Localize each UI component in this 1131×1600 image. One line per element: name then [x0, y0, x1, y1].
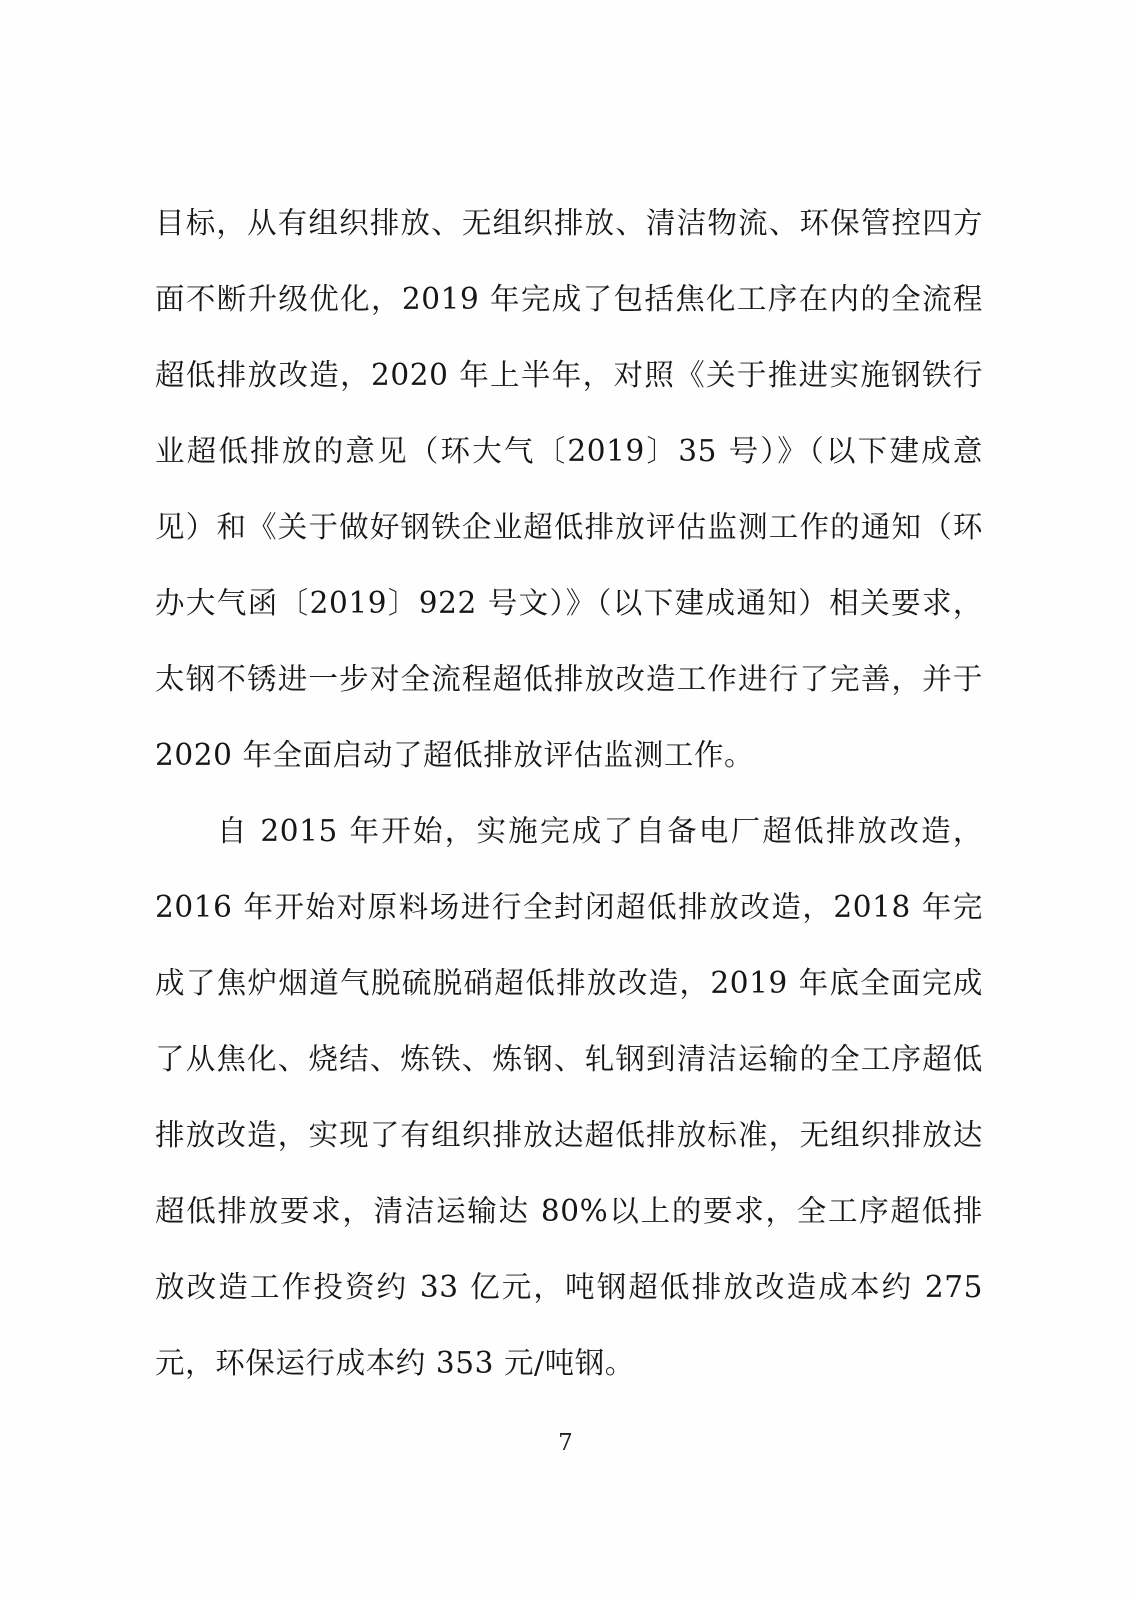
page-number: 7 — [558, 1430, 573, 1456]
paragraph-2: 自 2015 年开始，实施完成了自备电厂超低排放改造，2016 年开始对原料场进行全封闭超低排放改造，2018 年完成了焦炉烟道气脱硫脱硝超低排放改造，2019 年底全面完成了从焦化、烧结、炼铁、炼钢、轧钢到清洁运输的全工序超低排放改造，实现了有组织排放达超低排放标准，无组织排放达超低排放要求，清洁运输达 80%以上的要求，全工序超低排放改造工作投资约 33 亿元，吨钢超低排放改造成本约 275 元，环保运行成本约 353 元/吨钢。 — [155, 814, 983, 1380]
paragraph-1: 目标，从有组织排放、无组织排放、清洁物流、环保管控四方面不断升级优化，2019 年完成了包括焦化工序在内的全流程超低排放改造，2020 年上半年，对照《关于推进实施钢铁行业超低排放的意见（环大气〔2019〕35 号）》（以下建成意见）和《关于做好钢铁企业超低排放评估监测工作的通知（环办大气函〔2019〕922 号文）》（以下建成通知）相关要求，太钢不锈进一步对全流程超低排放改造工作进行了完善，并于 2020 年全面启动了超低排放评估监测工作。 — [155, 206, 983, 772]
document-body — [155, 185, 983, 1401]
